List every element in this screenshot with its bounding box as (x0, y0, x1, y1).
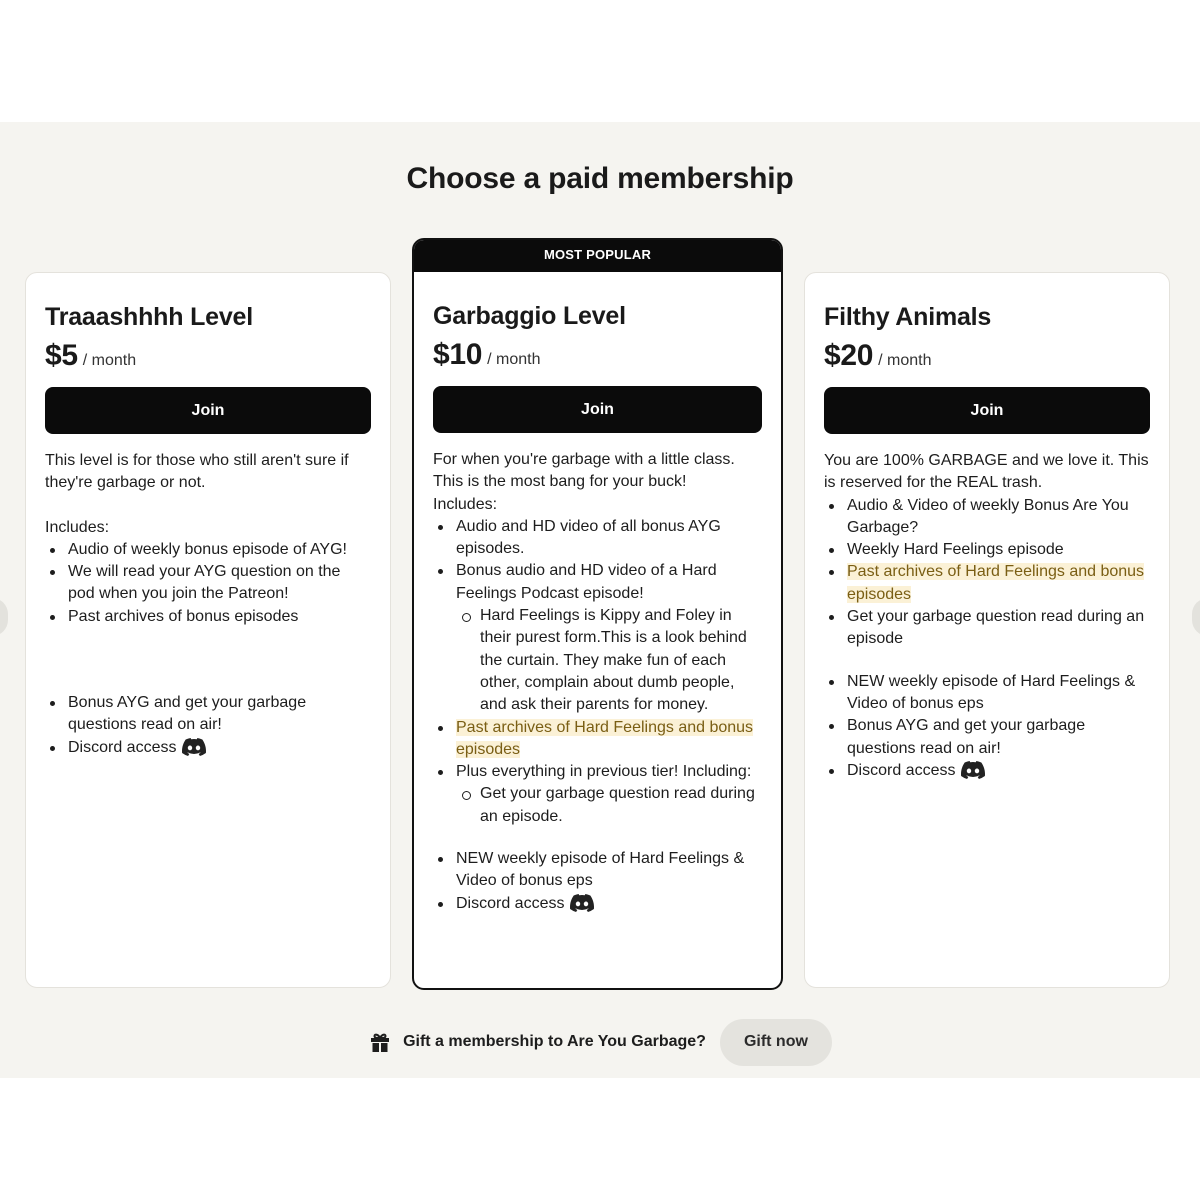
tier-card-garbaggio (412, 238, 783, 990)
list-item: Bonus audio and HD video of a Hard Feelings Podcast episode! (433, 560, 762, 605)
tier-period: / month (878, 352, 932, 369)
tier-description (45, 450, 371, 759)
gift-now-button[interactable]: Gift now (720, 1019, 832, 1066)
join-button-filthy-animals[interactable]: Join (824, 387, 1150, 434)
list-item: Audio & Video of weekly Bonus Are You Garbage? (824, 495, 1150, 540)
tier-name: Traaashhhh Level (45, 303, 253, 331)
most-popular-badge: MOST POPULAR (414, 240, 781, 272)
tier-price: $20 (824, 339, 874, 372)
list-item: Audio and HD video of all bonus AYG episodes. (433, 516, 762, 561)
list-item-text: Discord access (456, 894, 565, 912)
tier-period: / month (82, 352, 137, 369)
gift-text: Gift a membership to Are You Garbage? (403, 1033, 706, 1050)
includes-label: Includes: (45, 518, 110, 536)
benefit-list (433, 848, 762, 915)
sub-list-item: Get your garbage question read during an episode. (433, 783, 762, 828)
tier-price: $10 (433, 338, 483, 371)
list-item: NEW weekly episode of Hard Feelings & Video of bonus eps (433, 848, 762, 893)
tier-price-row (433, 338, 762, 372)
list-item-text: Discord access (847, 761, 956, 779)
tier-intro: This level is for those who still aren't sure if they're garbage or not. (45, 452, 349, 492)
list-item: Bonus AYG and get your garbage questions read on air! (824, 715, 1150, 760)
join-button-garbaggio[interactable]: Join (433, 386, 762, 433)
list-item: Weekly Hard Feelings episode (824, 539, 1150, 561)
tier-price-row (824, 339, 1150, 373)
list-item (824, 561, 1150, 606)
tier-price: $5 (45, 339, 78, 372)
tier-period: / month (487, 351, 541, 368)
discord-icon (182, 738, 206, 756)
gift-membership-bar (0, 1018, 1200, 1066)
tier-card-traaashhhh (25, 272, 391, 988)
discord-icon (570, 894, 594, 912)
sub-list-item: Hard Feelings is Kippy and Foley in their purest form.This is a look behind the curtain. They make fun of each other, complain about dumb people, and ask their parents for money. (433, 605, 762, 716)
list-item: Plus everything in previous tier! Including: (433, 761, 762, 783)
join-button-traaashhhh[interactable]: Join (45, 387, 371, 434)
tier-description (433, 449, 762, 915)
list-item (433, 893, 762, 915)
list-item: Audio of weekly bonus episode of AYG! (45, 539, 371, 561)
list-item: Past archives of bonus episodes (45, 606, 371, 628)
benefit-list (824, 671, 1150, 782)
list-item: Get your garbage question read during an episode (824, 606, 1150, 651)
list-item (45, 737, 371, 759)
tier-name: Filthy Animals (824, 303, 992, 331)
includes-label: Includes: (433, 495, 498, 513)
list-item-text: Discord access (68, 738, 177, 756)
tier-description (824, 450, 1150, 782)
list-item: We will read your AYG question on the pod when you join the Patreon! (45, 561, 371, 606)
list-item (433, 717, 762, 762)
tier-price-row (45, 339, 371, 373)
gift-icon (368, 1030, 392, 1054)
page-title: Choose a paid membership (406, 162, 794, 195)
tier-intro: For when you're garbage with a little class. This is the most bang for your buck! (433, 451, 735, 491)
benefit-list (45, 692, 371, 759)
list-item: Bonus AYG and get your garbage questions read on air! (45, 692, 371, 737)
tier-intro: You are 100% GARBAGE and we love it. This is reserved for the REAL trash. (824, 452, 1149, 492)
benefit-list (45, 539, 371, 628)
highlighted-text: Past archives of Hard Feelings and bonus episodes (456, 718, 754, 758)
benefit-list (824, 495, 1150, 651)
list-item (824, 760, 1150, 782)
tier-name: Garbaggio Level (433, 302, 626, 330)
list-item: NEW weekly episode of Hard Feelings & Video of bonus eps (824, 671, 1150, 716)
discord-icon (961, 761, 985, 779)
tier-card-filthy-animals (804, 272, 1170, 988)
highlighted-text: Past archives of Hard Feelings and bonus episodes (847, 563, 1145, 603)
benefit-list (433, 516, 762, 828)
